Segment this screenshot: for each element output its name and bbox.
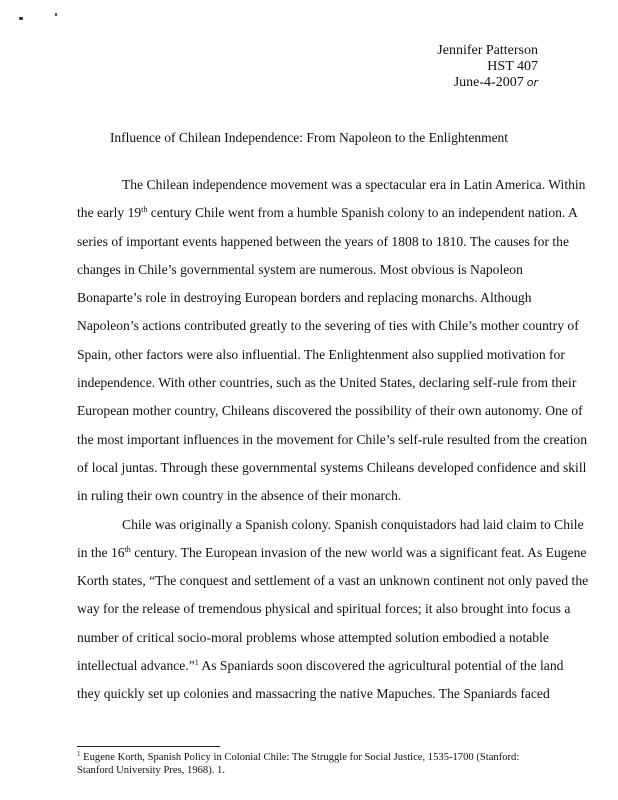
text-line: European mother country, Chileans discovered the possibility of their own autonomy. One of (77, 403, 583, 419)
text-line: they quickly set up colonies and massacring the native Mapuches. The Spaniards faced (77, 686, 550, 702)
text-span: intellectual advance.” (77, 658, 195, 674)
text-line: Chile was originally a Spanish colony. Spanish conquistadors had laid claim to Chile (122, 516, 584, 532)
text-line: the most important influences in the movement for Chile’s self-rule resulted from the creation (77, 431, 587, 447)
document-body (77, 177, 589, 715)
document-title: Influence of Chilean Independence: From Napoleon to the Enlightenment (109, 130, 509, 145)
text-line: way for the release of tremendous physical and spiritual forces; it also brought into focus a (77, 601, 571, 617)
text-line (77, 205, 577, 233)
text-line: Napoleon’s actions contributed greatly to the severing of ties with Chile’s mother country of (77, 318, 579, 334)
scan-speck (55, 13, 57, 16)
scan-speck (19, 17, 23, 20)
text-span: Eugene Korth, Spanish Policy in Colonial Chile: The Struggle for Social Justice, 1535-1700 (Stanford: (80, 752, 520, 763)
text-line: The Chilean independence movement was a spectacular era in Latin America. Within (122, 177, 586, 192)
footnote-line (77, 751, 557, 764)
text-line: Korth states, “The conquest and settlement of a vast an unknown continent not only paved the (77, 573, 589, 589)
text-line: in ruling their own country in the absence of their monarch. (77, 488, 402, 504)
text-span: the early 19 (77, 205, 142, 221)
text-span: As Spaniards soon discovered the agricultural potential of the land (198, 658, 564, 674)
footnote-line: Stanford University Pres, 1968). 1. (77, 765, 226, 776)
text-line: changes in Chile’s governmental system are numerous. Most obvious is Napoleon (77, 261, 523, 277)
author-name: Jennifer Patterson (437, 43, 538, 58)
text-line (77, 544, 587, 573)
text-line: independence. With other countries, such as the United States, declaring self-rule from their (77, 375, 577, 391)
document-header (437, 43, 538, 91)
text-span: in the 16 (77, 544, 125, 560)
date: June-4-2007 (453, 75, 524, 90)
handwritten-initials: or (526, 76, 538, 89)
date-line (437, 75, 538, 91)
superscript: th (124, 544, 131, 554)
text-line: Spain, other factors were also influential. The Enlightenment also supplied motivation for (77, 346, 565, 362)
text-line (77, 658, 577, 686)
text-line: of local juntas. Through these governmental systems Chileans developed confidence and skill (77, 459, 587, 475)
footnote-reference: 1 (194, 658, 199, 668)
text-line: number of critical socio-moral problems whose attempted solution embodied a notable (77, 629, 549, 645)
footnote-number: 1 (77, 750, 81, 758)
footnote (77, 751, 557, 777)
course-code: HST 407 (487, 59, 538, 74)
superscript: th (141, 205, 148, 215)
text-line: Bonaparte’s role in destroying European borders and replacing monarchs. Although (77, 290, 532, 306)
footnote-separator (77, 746, 220, 747)
text-span: century. The European invasion of the new world was a significant feat. As Eugene (130, 544, 587, 560)
text-line: series of important events happened between the years of 1808 to 1810. The causes for the (77, 233, 569, 249)
text-span: century Chile went from a humble Spanish colony to an independent nation. A (147, 205, 578, 221)
